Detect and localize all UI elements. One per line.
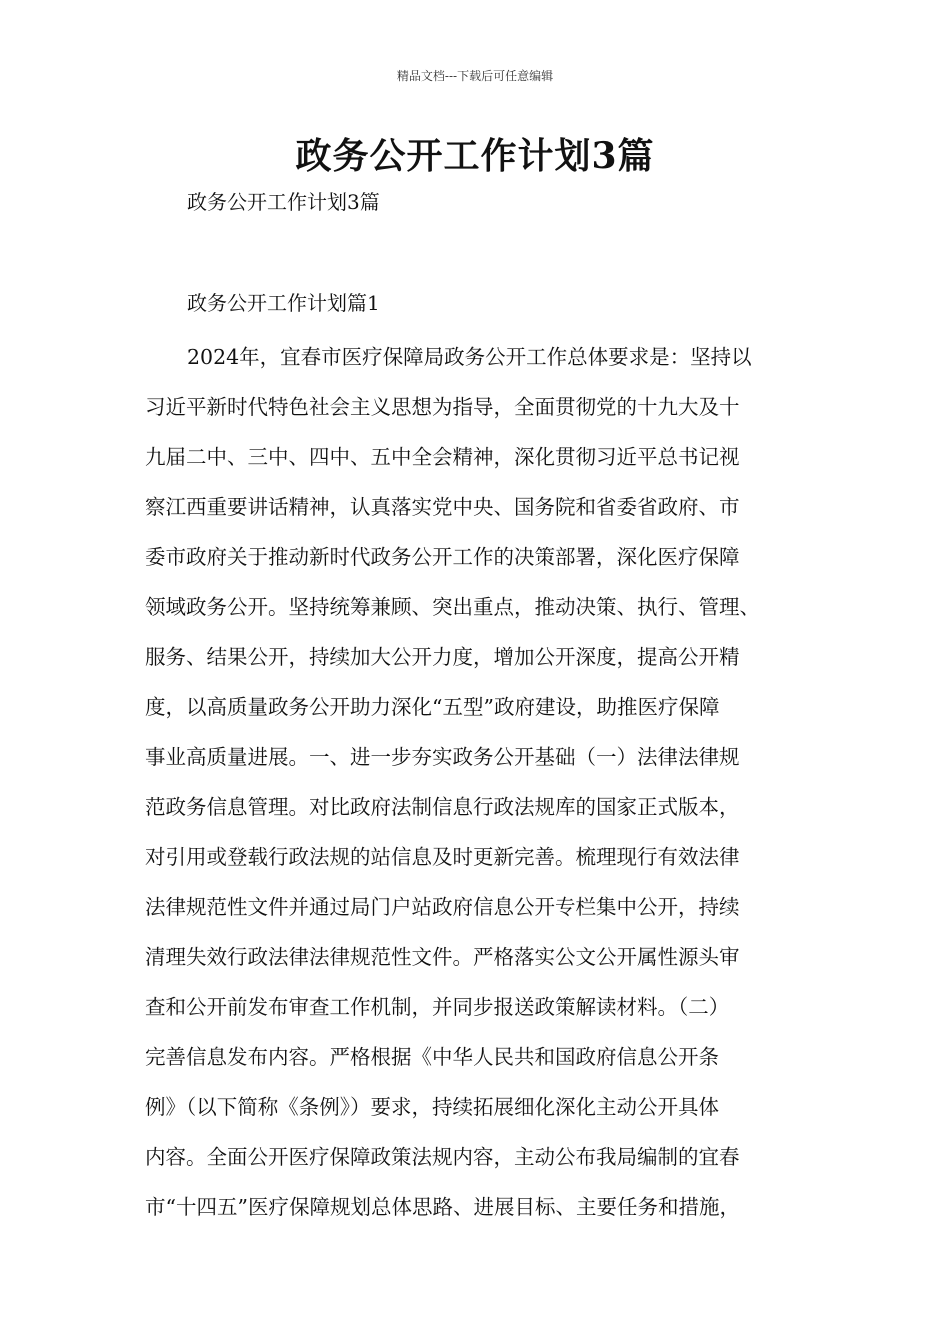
body-line: 清理失效行政法律法律规范性文件。严格落实公文公开属性源头审 bbox=[145, 945, 740, 969]
body-paragraph bbox=[145, 332, 815, 1232]
body-line: 内容。全面公开医疗保障政策法规内容，主动公布我局编制的宜春 bbox=[145, 1145, 740, 1169]
body-line: 2024年，宜春市医疗保障局政务公开工作总体要求是：坚持以 bbox=[187, 345, 752, 369]
body-line: 领域政务公开。坚持统筹兼顾、突出重点，推动决策、执行、管理、 bbox=[145, 595, 760, 619]
document-title: 政务公开工作计划3篇 bbox=[295, 135, 655, 177]
body-line: 九届二中、三中、四中、五中全会精神，深化贯彻习近平总书记视 bbox=[145, 445, 740, 469]
body-line: 习近平新时代特色社会主义思想为指导，全面贯彻党的十九大及十 bbox=[145, 395, 740, 419]
body-line: 法律规范性文件并通过局门户站政府信息公开专栏集中公开，持续 bbox=[145, 895, 740, 919]
body-line: 市“十四五”医疗保障规划总体思路、进展目标、主要任务和措施， bbox=[145, 1195, 740, 1219]
body-line: 察江西重要讲话精神，认真落实党中央、国务院和省委省政府、市 bbox=[145, 495, 740, 519]
body-line: 度，以高质量政务公开助力深化“五型”政府建设，助推医疗保障 bbox=[145, 695, 720, 719]
body-line: 查和公开前发布审查工作机制，并同步报送政策解读材料。（二） bbox=[145, 995, 730, 1019]
body-line: 对引用或登载行政法规的站信息及时更新完善。梳理现行有效法律 bbox=[145, 845, 740, 869]
body-line: 范政务信息管理。对比政府法制信息行政法规库的国家正式版本， bbox=[145, 795, 740, 819]
body-line: 完善信息发布内容。严格根据《中华人民共和国政府信息公开条 bbox=[145, 1045, 719, 1069]
body-line: 事业高质量进展。一、进一步夯实政务公开基础（一）法律法律规 bbox=[145, 745, 740, 769]
body-line: 例》（以下简称《条例》）要求，持续拓展细化深化主动公开具体 bbox=[145, 1095, 719, 1119]
header-note: 精品文档---下载后可任意编辑 bbox=[396, 69, 554, 83]
body-line: 委市政府关于推动新时代政务公开工作的决策部署，深化医疗保障 bbox=[145, 545, 740, 569]
section-heading: 政务公开工作计划篇1 bbox=[187, 291, 380, 315]
document-subtitle: 政务公开工作计划3篇 bbox=[187, 190, 380, 214]
body-line: 服务、结果公开，持续加大公开力度，增加公开深度，提高公开精 bbox=[145, 645, 740, 669]
